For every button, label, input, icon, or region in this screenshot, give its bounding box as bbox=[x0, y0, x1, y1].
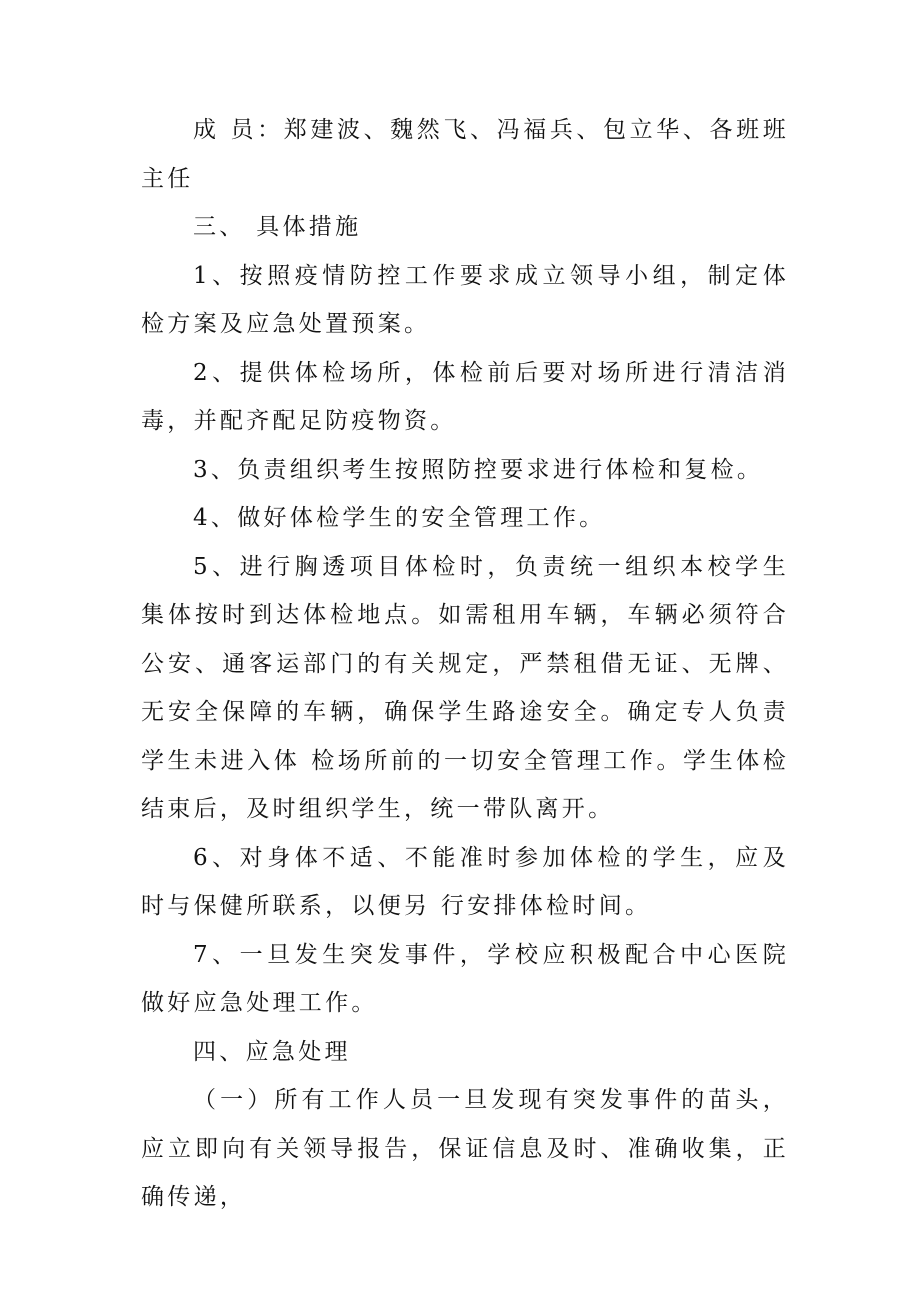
paragraph-measure-4: 4、做好体检学生的安全管理工作。 bbox=[193, 505, 606, 531]
paragraph-measure-2: 2、提供体检场所，体检前后要对场所进行清洁消毒，并配齐配足防疫物资。 bbox=[141, 359, 789, 434]
paragraph-measure-6: 6、对身体不适、不能准时参加体检的学生，应及时与保健所联系，以便另 行安排体检时间。 bbox=[141, 844, 789, 919]
paragraph-members: 成 员：郑建波、魏然飞、冯福兵、包立华、各班班主任 bbox=[141, 117, 789, 192]
heading-emergency-handling: 四、应急处理 bbox=[193, 1038, 351, 1065]
paragraph-measure-1: 1、按照疫情防控工作要求成立领导小组，制定体检方案及应急处置预案。 bbox=[141, 262, 789, 337]
paragraph-measure-7: 7、一旦发生突发事件，学校应积极配合中心医院做好应急处理工作。 bbox=[141, 941, 789, 1016]
heading-specific-measures: 三、 具体措施 bbox=[193, 214, 362, 240]
paragraph-measure-5: 5、进行胸透项目体检时，负责统一组织本校学生集体按时到达体检地点。如需租用车辆，车辆必须符合公安、通客运部门的有关规定，严禁租借无证、无牌、无安全保障的车辆，确保学生路途安全。确定专人负责学生未进入体 检场所前的一切安全管理工作。学生体检结束后，及时组织学生，统一带队离开。 bbox=[141, 553, 789, 822]
paragraph-measure-3: 3、负责组织考生按照防控要求进行体检和复检。 bbox=[193, 456, 764, 483]
paragraph-emergency-1: （一）所有工作人员一旦发现有突发事件的苗头， 应立即向有关领导报告，保证信息及时、准确收集，正确传递， bbox=[141, 1087, 789, 1210]
document-body bbox=[141, 106, 789, 1222]
